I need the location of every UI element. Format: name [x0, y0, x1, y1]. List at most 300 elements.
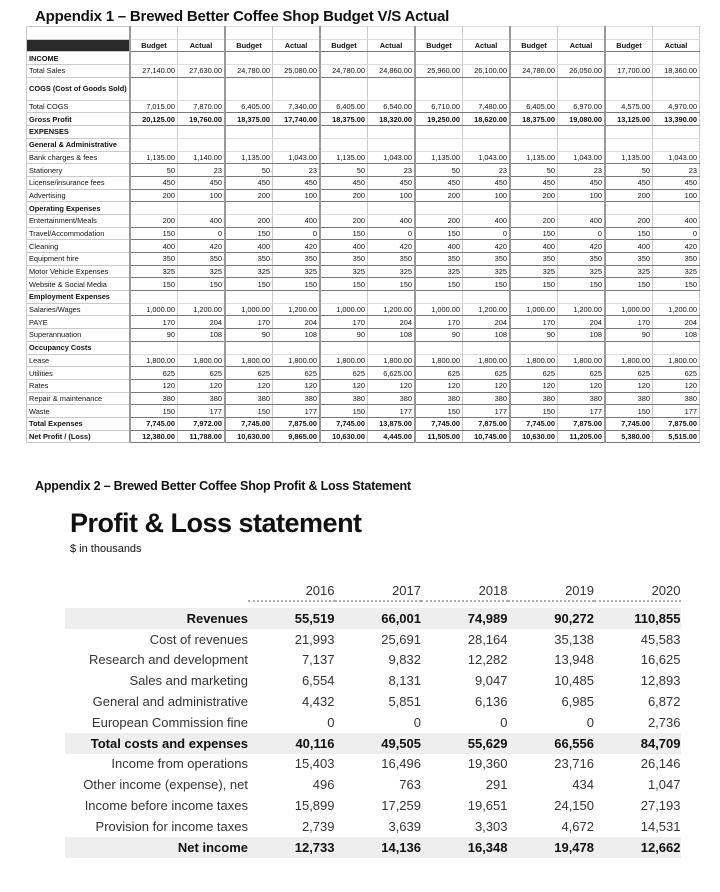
value-cell: 325 — [510, 265, 558, 278]
value-cell: 100 — [463, 189, 511, 202]
value-cell: 625 — [463, 367, 511, 380]
value-cell: 150 — [273, 278, 321, 291]
value-cell: 420 — [558, 240, 606, 253]
value-cell: 380 — [225, 392, 273, 405]
value-cell — [320, 291, 368, 304]
value-cell: 12,662 — [594, 837, 681, 858]
row-label: Total COGS — [27, 100, 131, 113]
value-cell: 0 — [178, 227, 226, 240]
value-cell: 18,320.00 — [368, 113, 416, 126]
value-cell: 4,445.00 — [368, 430, 416, 443]
value-cell — [415, 202, 463, 215]
value-cell: 17,740.00 — [273, 113, 321, 126]
value-cell: 12,282 — [467, 652, 508, 668]
value-cell: 14,136 — [335, 837, 422, 858]
value-cell — [653, 126, 700, 139]
value-cell — [130, 52, 178, 65]
value-cell: 7,875.00 — [463, 417, 511, 430]
row-label: General & Administrative — [27, 138, 131, 151]
value-cell: 0 — [413, 714, 421, 730]
value-cell: 1,800.00 — [510, 354, 558, 367]
column-header: Actual — [368, 39, 416, 52]
row-label: Equipment hire — [27, 253, 131, 266]
value-cell: 200 — [510, 214, 558, 227]
value-cell: 434 — [572, 777, 594, 793]
value-cell — [653, 138, 700, 151]
table-row — [27, 253, 700, 266]
value-cell — [653, 291, 700, 304]
value-cell: 420 — [368, 240, 416, 253]
row-label: EXPENSES — [27, 126, 131, 139]
table-row — [27, 113, 700, 126]
value-cell: 1,200.00 — [273, 303, 321, 316]
value-cell: 120 — [558, 379, 606, 392]
value-cell: 90 — [225, 329, 273, 342]
table-row — [27, 164, 700, 177]
table-row — [27, 278, 700, 291]
value-cell: 380 — [463, 392, 511, 405]
value-cell: 380 — [320, 392, 368, 405]
row-label: Gross Profit — [27, 113, 131, 126]
value-cell: 291 — [485, 777, 508, 793]
blank-cell — [320, 27, 368, 40]
value-cell: 150 — [605, 405, 653, 418]
value-cell — [415, 77, 463, 100]
value-cell: 1,047 — [647, 777, 681, 793]
value-cell: 108 — [653, 329, 700, 342]
value-cell: 5,851 — [388, 694, 421, 710]
value-cell: 90 — [605, 329, 653, 342]
value-cell: 25,080.00 — [273, 65, 321, 78]
value-cell: 150 — [415, 405, 463, 418]
value-cell: 1,200.00 — [463, 303, 511, 316]
value-cell: 380 — [273, 392, 321, 405]
value-cell: 19,080.00 — [558, 113, 606, 126]
value-cell: 150 — [225, 278, 273, 291]
value-cell: 450 — [510, 176, 558, 189]
value-cell: 150 — [415, 278, 463, 291]
value-cell: 177 — [368, 405, 416, 418]
value-cell: 450 — [368, 176, 416, 189]
value-cell: 90 — [320, 329, 368, 342]
row-label: Total Expenses — [27, 417, 131, 430]
table-row — [27, 138, 700, 151]
value-cell — [225, 291, 273, 304]
value-cell: 90 — [510, 329, 558, 342]
value-cell: 24,150 — [554, 798, 594, 814]
value-cell: 120 — [273, 379, 321, 392]
value-cell: 74,989 — [421, 608, 508, 629]
value-cell: 28,164 — [467, 631, 508, 647]
value-cell: 55,629 — [421, 733, 508, 754]
value-cell: 14,531 — [640, 818, 681, 834]
table-row — [27, 417, 700, 430]
value-cell: 7,137 — [301, 652, 335, 668]
value-cell: 23,716 — [554, 756, 594, 772]
value-cell — [273, 52, 321, 65]
value-cell: 7,745.00 — [130, 417, 178, 430]
value-cell — [178, 52, 226, 65]
row-label: INCOME — [27, 52, 131, 65]
value-cell: 23 — [558, 164, 606, 177]
value-cell — [368, 138, 416, 151]
blank-cell — [653, 27, 700, 40]
row-label: Income before income taxes — [84, 798, 248, 814]
value-cell — [605, 52, 653, 65]
value-cell: 170 — [415, 316, 463, 329]
row-label: Research and development — [89, 652, 248, 668]
value-cell: 100 — [653, 189, 700, 202]
table-row — [27, 341, 700, 354]
blank-cell — [415, 27, 463, 40]
value-cell: 6,625.00 — [368, 367, 416, 380]
table-row — [65, 816, 681, 837]
table-row — [27, 189, 700, 202]
value-cell: 9,865.00 — [273, 430, 321, 443]
value-cell: 15,899 — [294, 798, 335, 814]
value-cell: 625 — [178, 367, 226, 380]
row-label: Bank charges & fees — [27, 151, 131, 164]
blank-cell — [558, 27, 606, 40]
value-cell: 7,745.00 — [415, 417, 463, 430]
value-cell: 325 — [368, 265, 416, 278]
value-cell: 24,780.00 — [225, 65, 273, 78]
value-cell: 1,000.00 — [320, 303, 368, 316]
value-cell: 400 — [605, 240, 653, 253]
table-row — [27, 100, 700, 113]
value-cell: 350 — [130, 253, 178, 266]
value-cell: 400 — [558, 214, 606, 227]
table-row — [65, 608, 681, 629]
row-label: PAYE — [27, 316, 131, 329]
value-cell: 350 — [558, 253, 606, 266]
value-cell: 150 — [510, 227, 558, 240]
value-cell: 18,360.00 — [653, 65, 700, 78]
value-cell: 450 — [463, 176, 511, 189]
appendix-1-title: Appendix 1 – Brewed Better Coffee Shop Budget V/S Actual — [35, 8, 450, 25]
table-row — [27, 329, 700, 342]
value-cell: 100 — [273, 189, 321, 202]
value-cell — [178, 77, 226, 100]
column-header: Actual — [178, 39, 226, 52]
budget-vs-actual-table — [26, 26, 700, 443]
value-cell: 6,985 — [561, 694, 594, 710]
value-cell: 120 — [463, 379, 511, 392]
value-cell: 10,630.00 — [225, 430, 273, 443]
value-cell: 170 — [320, 316, 368, 329]
value-cell — [653, 52, 700, 65]
value-cell: 120 — [320, 379, 368, 392]
value-cell: 10,630.00 — [320, 430, 368, 443]
value-cell: 26,100.00 — [463, 65, 511, 78]
value-cell: 200 — [605, 189, 653, 202]
row-label: Other income (expense), net — [83, 777, 248, 793]
value-cell: 120 — [653, 379, 700, 392]
row-label: Total costs and expenses — [65, 733, 248, 754]
row-label: Repair & maintenance — [27, 392, 131, 405]
value-cell: 170 — [510, 316, 558, 329]
value-cell — [178, 341, 226, 354]
value-cell: 18,375.00 — [320, 113, 368, 126]
value-cell: 10,745.00 — [463, 430, 511, 443]
value-cell — [320, 52, 368, 65]
value-cell — [320, 138, 368, 151]
table-row — [65, 629, 681, 650]
value-cell: 26,050.00 — [558, 65, 606, 78]
value-cell: 380 — [130, 392, 178, 405]
value-cell — [415, 291, 463, 304]
value-cell: 23 — [463, 164, 511, 177]
value-cell: 625 — [273, 367, 321, 380]
value-cell: 6,405.00 — [510, 100, 558, 113]
value-cell: 1,800.00 — [558, 354, 606, 367]
value-cell: 23 — [653, 164, 700, 177]
value-cell: 1,135.00 — [415, 151, 463, 164]
value-cell: 6,970.00 — [558, 100, 606, 113]
value-cell: 100 — [558, 189, 606, 202]
value-cell: 400 — [368, 214, 416, 227]
value-cell: 325 — [178, 265, 226, 278]
value-cell: 380 — [558, 392, 606, 405]
value-cell: 625 — [415, 367, 463, 380]
value-cell: 108 — [273, 329, 321, 342]
row-label: COGS (Cost of Goods Sold) — [27, 77, 131, 100]
value-cell: 108 — [463, 329, 511, 342]
profit-loss-table — [65, 580, 681, 858]
value-cell: 625 — [130, 367, 178, 380]
blank-cell — [368, 27, 416, 40]
value-cell: 763 — [399, 777, 421, 793]
row-label: Travel/Accommodation — [27, 227, 131, 240]
column-header: Budget — [130, 39, 178, 52]
value-cell: 7,745.00 — [510, 417, 558, 430]
value-cell: 1,200.00 — [368, 303, 416, 316]
year-header: 2016 — [248, 580, 335, 601]
value-cell — [368, 126, 416, 139]
row-label: General and administrative — [92, 694, 248, 710]
value-cell — [463, 52, 511, 65]
table-row — [27, 176, 700, 189]
value-cell: 200 — [320, 189, 368, 202]
value-cell: 27,140.00 — [130, 65, 178, 78]
value-cell: 7,015.00 — [130, 100, 178, 113]
value-cell: 150 — [130, 405, 178, 418]
value-cell: 325 — [130, 265, 178, 278]
value-cell — [558, 52, 606, 65]
value-cell: 380 — [653, 392, 700, 405]
column-header: Budget — [605, 39, 653, 52]
value-cell: 350 — [368, 253, 416, 266]
spacer-row — [65, 601, 681, 608]
value-cell: 27,193 — [640, 798, 681, 814]
row-label: Rates — [27, 379, 131, 392]
value-cell: 150 — [225, 227, 273, 240]
value-cell: 150 — [510, 405, 558, 418]
value-cell: 420 — [463, 240, 511, 253]
table-row — [65, 733, 681, 754]
value-cell: 150 — [178, 278, 226, 291]
table-row — [27, 354, 700, 367]
value-cell: 150 — [320, 227, 368, 240]
value-cell: 150 — [130, 278, 178, 291]
value-cell: 0 — [327, 714, 335, 730]
row-label: Revenues — [65, 608, 248, 629]
value-cell — [225, 138, 273, 151]
value-cell: 450 — [178, 176, 226, 189]
value-cell: 9,047 — [474, 673, 508, 689]
value-cell: 496 — [312, 777, 335, 793]
row-label: Employment Expenses — [27, 291, 131, 304]
value-cell: 16,496 — [381, 756, 421, 772]
table-row — [65, 774, 681, 795]
value-cell: 1,800.00 — [463, 354, 511, 367]
value-cell — [130, 77, 178, 100]
table-row — [65, 670, 681, 691]
value-cell: 450 — [130, 176, 178, 189]
value-cell: 7,870.00 — [178, 100, 226, 113]
value-cell: 150 — [463, 278, 511, 291]
value-cell: 5,515.00 — [653, 430, 700, 443]
table-row — [65, 795, 681, 816]
value-cell: 6,554 — [301, 673, 335, 689]
value-cell: 380 — [415, 392, 463, 405]
value-cell — [605, 341, 653, 354]
value-cell: 450 — [605, 176, 653, 189]
value-cell — [273, 126, 321, 139]
value-cell: 625 — [653, 367, 700, 380]
value-cell: 27,630.00 — [178, 65, 226, 78]
value-cell: 204 — [178, 316, 226, 329]
value-cell: 177 — [273, 405, 321, 418]
row-label: Lease — [27, 354, 131, 367]
table-row — [27, 65, 700, 78]
value-cell: 2,739 — [301, 818, 335, 834]
value-cell: 100 — [368, 189, 416, 202]
row-label: Income from operations — [111, 756, 248, 772]
value-cell: 200 — [415, 189, 463, 202]
value-cell: 1,043.00 — [368, 151, 416, 164]
year-header: 2018 — [421, 580, 508, 601]
value-cell: 200 — [510, 189, 558, 202]
table-row — [27, 405, 700, 418]
value-cell: 420 — [178, 240, 226, 253]
row-label: Entertainment/Meals — [27, 214, 131, 227]
value-cell: 10,630.00 — [510, 430, 558, 443]
blank-cell — [225, 27, 273, 40]
column-header: Actual — [463, 39, 511, 52]
value-cell: 204 — [463, 316, 511, 329]
value-cell: 450 — [320, 176, 368, 189]
blank-cell — [463, 27, 511, 40]
value-cell: 45,583 — [640, 631, 681, 647]
value-cell: 50 — [415, 164, 463, 177]
year-header: 2020 — [594, 580, 681, 601]
value-cell: 204 — [368, 316, 416, 329]
value-cell: 120 — [368, 379, 416, 392]
value-cell: 325 — [273, 265, 321, 278]
value-cell: 150 — [558, 278, 606, 291]
value-cell: 13,948 — [554, 652, 594, 668]
table-row — [65, 754, 681, 775]
value-cell: 150 — [320, 405, 368, 418]
value-cell: 16,348 — [421, 837, 508, 858]
value-cell — [510, 52, 558, 65]
value-cell: 26,146 — [640, 756, 681, 772]
row-label: Motor Vehicle Expenses — [27, 265, 131, 278]
value-cell: 11,788.00 — [178, 430, 226, 443]
value-cell: 1,800.00 — [605, 354, 653, 367]
value-cell: 7,340.00 — [273, 100, 321, 113]
row-label: Stationery — [27, 164, 131, 177]
value-cell: 400 — [415, 240, 463, 253]
value-cell — [510, 341, 558, 354]
value-cell: 400 — [653, 214, 700, 227]
row-label: Waste — [27, 405, 131, 418]
table-row — [27, 77, 700, 100]
value-cell: 23 — [368, 164, 416, 177]
value-cell: 625 — [558, 367, 606, 380]
row-label: Cost of revenues — [149, 631, 248, 647]
value-cell — [463, 77, 511, 100]
column-header: Actual — [273, 39, 321, 52]
value-cell: 350 — [320, 253, 368, 266]
value-cell: 625 — [320, 367, 368, 380]
value-cell: 1,000.00 — [510, 303, 558, 316]
statement-title: Profit & Loss statement — [70, 508, 362, 538]
table-row — [65, 691, 681, 712]
value-cell: 90 — [415, 329, 463, 342]
year-header-row — [65, 580, 681, 601]
value-cell: 17,700.00 — [605, 65, 653, 78]
table-row — [27, 202, 700, 215]
value-cell: 200 — [130, 189, 178, 202]
value-cell — [178, 202, 226, 215]
blank-cell — [65, 601, 681, 608]
value-cell: 19,478 — [508, 837, 595, 858]
value-cell: 8,131 — [388, 673, 421, 689]
value-cell — [510, 77, 558, 100]
value-cell: 325 — [653, 265, 700, 278]
value-cell: 150 — [605, 227, 653, 240]
value-cell: 11,205.00 — [558, 430, 606, 443]
value-cell: 1,000.00 — [415, 303, 463, 316]
value-cell: 420 — [273, 240, 321, 253]
value-cell: 1,800.00 — [415, 354, 463, 367]
value-cell: 204 — [653, 316, 700, 329]
table-row — [27, 214, 700, 227]
value-cell: 400 — [225, 240, 273, 253]
value-cell — [130, 291, 178, 304]
value-cell: 204 — [558, 316, 606, 329]
value-cell — [320, 202, 368, 215]
value-cell: 120 — [178, 379, 226, 392]
value-cell: 11,505.00 — [415, 430, 463, 443]
value-cell: 350 — [178, 253, 226, 266]
value-cell: 450 — [273, 176, 321, 189]
value-cell: 7,875.00 — [273, 417, 321, 430]
value-cell: 66,556 — [508, 733, 595, 754]
value-cell: 7,875.00 — [653, 417, 700, 430]
value-cell: 1,135.00 — [130, 151, 178, 164]
table-row — [65, 837, 681, 858]
value-cell: 0 — [500, 714, 508, 730]
value-cell — [415, 52, 463, 65]
value-cell — [368, 202, 416, 215]
row-label: Total Sales — [27, 65, 131, 78]
value-cell — [558, 77, 606, 100]
value-cell — [368, 52, 416, 65]
blank-cell — [65, 580, 248, 601]
